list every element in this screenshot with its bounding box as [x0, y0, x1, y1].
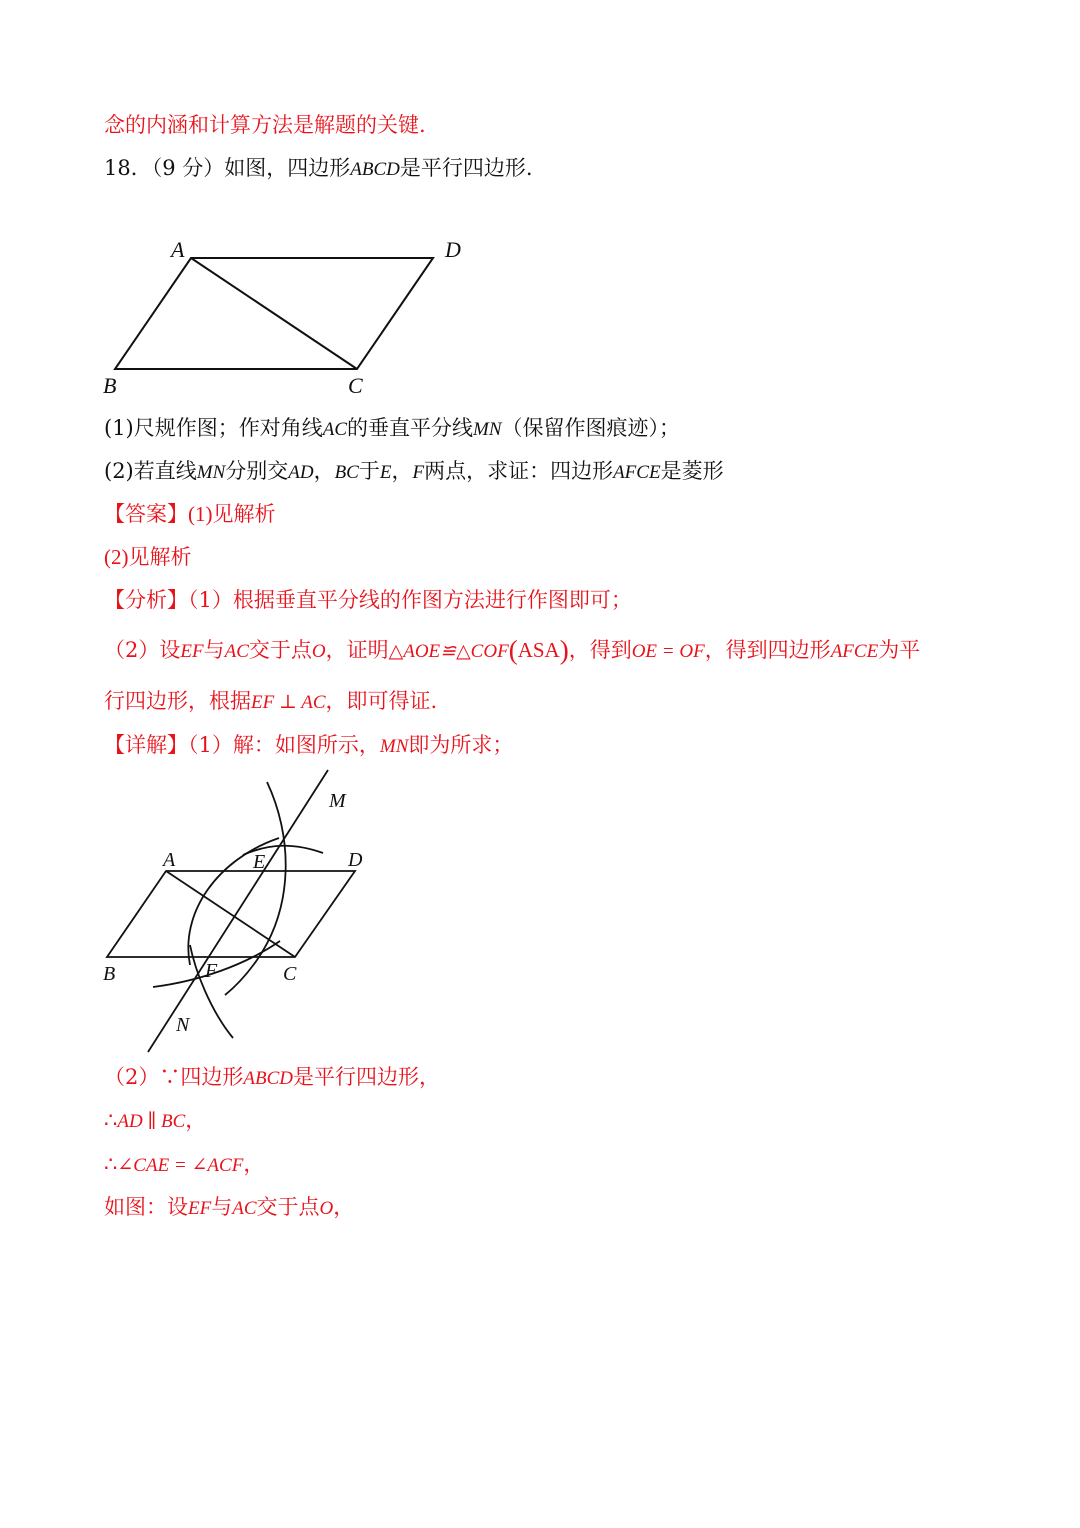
part2-comma: ，: [313, 459, 335, 483]
part2-text-end: 是菱形: [660, 459, 724, 483]
math-ef: EF: [180, 641, 204, 662]
label-m: M: [329, 790, 346, 812]
analysis-text: ，即可得证.: [325, 689, 438, 713]
analysis-text: 交于点: [248, 638, 312, 662]
math-e: E: [379, 462, 392, 483]
math-o: O: [311, 641, 326, 662]
analysis-text: （2）设: [104, 638, 181, 662]
therefore-symbol: ∴: [104, 1152, 118, 1176]
proof-text: 交于点: [256, 1195, 320, 1219]
proof-comma: ，: [333, 1195, 355, 1219]
proof-text: 与: [211, 1195, 233, 1219]
answer-tag: 【答案】: [104, 502, 188, 526]
math-bc: BC: [334, 462, 359, 483]
part2-text: (2)若直线: [104, 459, 197, 483]
paren-close: ): [559, 635, 569, 665]
math-mn: MN: [473, 419, 502, 440]
part2-text-d: 于: [358, 459, 380, 483]
answer-part2: (2)见解析: [104, 545, 192, 569]
math-mn: MN: [196, 462, 226, 483]
answer-line-2: [104, 542, 192, 572]
detail-line-1: [104, 730, 513, 762]
remark-text: 念的内涵和计算方法是解题的关键.: [104, 113, 426, 137]
math-congruence: △AOE≌△COF: [388, 641, 509, 662]
math-ad-parallel-bc: AD ∥ BC: [117, 1111, 186, 1132]
part2-comma-2: ，: [391, 459, 413, 483]
question-text-end: 是平行四边形.: [399, 156, 533, 180]
label-c: C: [348, 373, 363, 398]
analysis-text: 行四边形，根据: [104, 689, 251, 713]
proof-text: 如图：设: [104, 1195, 188, 1219]
math-ef-perp-ac: EF ⊥ AC: [251, 692, 326, 713]
label-e: E: [253, 851, 266, 873]
detail-text-end: 即为所求；: [408, 733, 514, 757]
math-ac: AC: [232, 1198, 257, 1219]
proof-comma: ，: [185, 1108, 207, 1132]
part1-text-end: （保留作图痕迹）；: [501, 416, 681, 440]
question-number: 18．: [104, 156, 152, 180]
label-c: C: [283, 963, 297, 985]
construction-figure: [95, 765, 385, 1060]
label-a: A: [171, 237, 185, 262]
analysis-line-1: [104, 585, 632, 615]
part1-question: [104, 413, 680, 445]
proof-line-2: [104, 1105, 206, 1137]
previous-remark: [104, 110, 426, 140]
math-ef: EF: [188, 1198, 212, 1219]
answer-part1: (1)见解析: [188, 502, 276, 526]
analysis-text: ，证明: [325, 638, 389, 662]
parallelogram-figure: [95, 228, 485, 403]
analysis-line-3: [104, 686, 437, 718]
math-f: F: [412, 462, 425, 483]
math-ac: AC: [322, 419, 348, 440]
analysis-line-2: [104, 635, 920, 667]
label-a: A: [163, 849, 176, 871]
proof-line-1: [104, 1062, 440, 1094]
analysis-text: ，得到四边形: [704, 638, 831, 662]
math-asa: ASA: [517, 638, 560, 662]
math-angle-equality: ∠CAE = ∠ACF: [117, 1155, 244, 1176]
proof-line-4: [104, 1192, 354, 1224]
label-d: D: [348, 849, 363, 871]
part1-text: (1)尺规作图；作对角线: [104, 416, 323, 440]
diagonal-ac: [191, 258, 357, 369]
analysis-text: ，得到: [568, 638, 632, 662]
question-text: 如图，四边形: [224, 156, 351, 180]
part2-text-g: 两点，求证：四边形: [424, 459, 614, 483]
question-score: （9 分）: [151, 156, 225, 180]
analysis-text-1: （1）根据垂直平分线的作图方法进行作图即可；: [188, 588, 632, 612]
label-n: N: [176, 1014, 190, 1036]
math-ac: AC: [224, 641, 249, 662]
math-o: O: [319, 1198, 334, 1219]
arc-center-c: [225, 782, 286, 995]
analysis-tag: 【分析】: [104, 588, 188, 612]
math-abcd: ABCD: [243, 1068, 293, 1089]
part2-question: [104, 456, 724, 488]
proof-text-end: 是平行四边形，: [292, 1065, 440, 1089]
part1-text-mid: 的垂直平分线: [347, 416, 474, 440]
label-d: D: [445, 237, 461, 262]
analysis-text: 为平: [878, 638, 921, 662]
line-mn: [148, 770, 328, 1052]
math-afce: AFCE: [613, 462, 661, 483]
math-ad: AD: [288, 462, 314, 483]
detail-text: （1）解：如图所示，: [188, 733, 380, 757]
paren-open: (: [508, 635, 518, 665]
answer-line-1: [104, 499, 276, 529]
math-mn: MN: [379, 736, 409, 757]
label-f: F: [205, 960, 218, 982]
math-abcd: ABCD: [350, 159, 400, 180]
therefore-symbol: ∴: [104, 1108, 118, 1132]
label-b: B: [103, 963, 116, 985]
math-afce: AFCE: [830, 641, 879, 662]
question-header: [104, 153, 533, 185]
analysis-text: 与: [203, 638, 225, 662]
proof-comma: ，: [243, 1152, 265, 1176]
proof-text: （2）∵四边形: [104, 1065, 244, 1089]
part2-text-b: 分别交: [225, 459, 289, 483]
detail-tag: 【详解】: [104, 733, 188, 757]
proof-line-3: [104, 1149, 264, 1181]
label-b: B: [103, 373, 117, 398]
arc-center-c-bottom: [190, 945, 233, 1038]
math-oe-eq-of: OE = OF: [631, 641, 705, 662]
